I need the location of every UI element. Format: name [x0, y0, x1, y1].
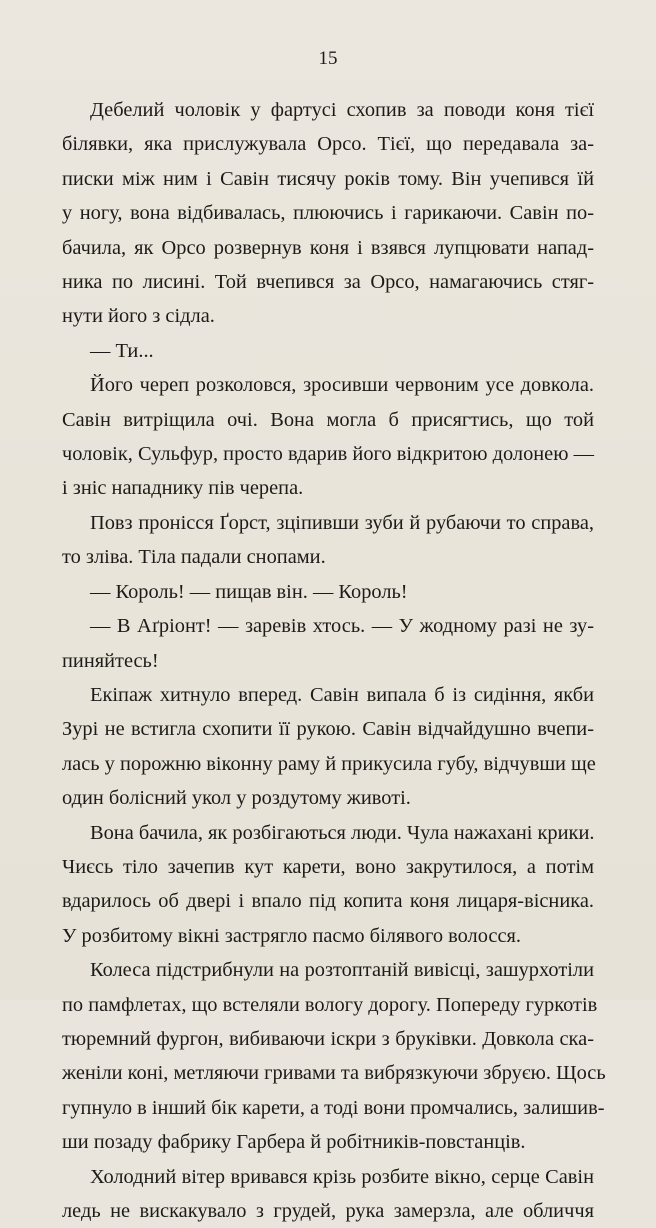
text-line: лась у порожню віконну раму й прикусила губу, відчувши ще [62, 752, 596, 775]
text-line: гупнуло в інший бік карети, а тоді вони промчались, залишив- [62, 1096, 605, 1119]
text-line: тюремний фургон, вибиваючи іскри з бруківки. Довкола ска- [62, 1027, 594, 1050]
text-line: один болісний укол у роздутому животі. [62, 787, 411, 810]
text-line: писки між ним і Савін тисячу років тому. Він учепився їй [62, 167, 594, 190]
text-line: пиняйтесь! [62, 649, 159, 672]
text-line: Чиєсь тіло зачепив кут карети, воно закрутилося, а потім [62, 855, 594, 878]
text-line: Повз пронісся Ґорст, зціпивши зуби й рубаючи то справа, [90, 511, 594, 534]
text-line: у ногу, вона відбивалась, плюючись і гарикаючи. Савін по- [62, 202, 594, 225]
text-line: женіли коні, метляючи гривами та вибрязкуючи збруєю. Щось [62, 1062, 606, 1085]
text-line: то зліва. Тіла падали снопами. [62, 546, 326, 569]
text-line: Його череп розколовся, зросивши червоним усе довкола. [90, 374, 594, 397]
text-line: нути його з сідла. [62, 305, 215, 328]
text-line: Холодний вітер вривався крізь розбите вікно, серце Савін [90, 1165, 594, 1188]
text-line: ника по лисині. Той вчепився за Орсо, намагаючись стяг- [62, 271, 594, 294]
text-line: білявки, яка прислужувала Орсо. Тієї, що передавала за- [62, 133, 594, 156]
text-line: Вона бачила, як розбігаються люди. Чула нажахані крики. [90, 821, 595, 844]
page-number: 15 [318, 48, 338, 69]
body-text [62, 93, 606, 1228]
text-line: ши позаду фабрику Гарбера й робітників-повстанців. [62, 1131, 526, 1154]
text-line: — В Аґріонт! — заревів хтось. — У жодному разі не зу- [90, 615, 594, 638]
text-line: ледь не вискакувало з грудей, рука замерзла, але обличчя [62, 1200, 594, 1222]
text-line: У розбитому вікні застрягло пасмо білявого волосся. [62, 924, 521, 947]
text-line: по памфлетах, що встеляли вологу дорогу. Попереду гуркотів [62, 993, 598, 1016]
text-line: Екіпаж хитнуло вперед. Савін випала б із сидіння, якби [90, 683, 594, 706]
text-line: Зурі не встигла схопити її рукою. Савін відчайдушно вчепи- [62, 718, 594, 741]
text-line: і зніс нападнику пів черепа. [62, 477, 304, 500]
text-line: Колеса підстрибнули на розтоптаній вивісці, зашурхотіли [90, 959, 594, 982]
text-line: Дебелий чоловік у фартусі схопив за поводи коня тієї [90, 99, 594, 121]
text-line: Савін витріщила очі. Вона могла б присягтись, що той [62, 408, 594, 431]
text-line: — Ти... [90, 339, 154, 362]
text-line: вдарилось об двері і впало під копита коня лицаря-вісника. [62, 890, 594, 913]
text-line: — Король! — пищав він. — Король! [90, 580, 408, 603]
text-line: бачила, як Орсо розвернув коня і взявся лупцювати напад- [62, 236, 594, 259]
text-line: чоловік, Сульфур, просто вдарив його відкритою долонею — [62, 443, 594, 466]
